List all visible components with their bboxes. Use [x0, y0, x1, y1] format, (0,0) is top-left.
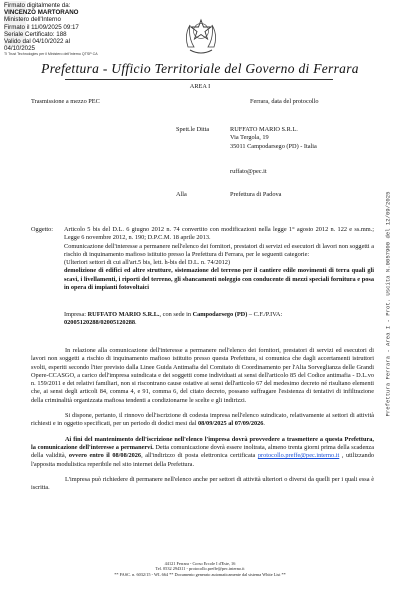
office-title: Prefettura - Ufficio Territoriale del Governo di Ferrara: [41, 61, 359, 76]
signature-line: Ministero dell'Interno: [4, 16, 61, 24]
body-text: , utilizzando l'apposita modulistica reperibile nel sito internet della Prefettura.: [31, 452, 374, 468]
header-divider: [65, 79, 333, 80]
body-text: , all'indirizzo di posta elettronica certificata: [141, 452, 258, 460]
signature-date: Firmato il 11/09/2025 09:17: [4, 23, 79, 31]
subject-label: Oggetto:: [31, 226, 54, 233]
company-city: Campodarsego (PD): [192, 311, 248, 318]
transmission-mode: Trasmissione a mezzo PEC: [31, 98, 100, 105]
signature-validity: Valido dal 04/10/2022 al 04/10/2025: [4, 38, 70, 53]
area-label: AREA I: [189, 83, 211, 90]
deadline-text: ovvero entro il 08/08/2026: [68, 452, 142, 460]
recipient-label: Spett.le Ditta: [176, 126, 210, 133]
recipient-street: Via Tergola, 19: [230, 134, 269, 142]
footer-note: ** FASC. n. 6032/15 - WL 664 ** Documento generato automaticamente dal sistema White List **: [114, 571, 286, 577]
protocol-stamp: Prefettura Ferrara - Area I - Prot. Uscita N.0057900 del 12/09/2025: [384, 191, 392, 417]
company-middle: , con sede in: [159, 311, 193, 318]
cc-value: Prefettura di Padova: [230, 191, 282, 198]
subject-categories: demolizione di edifici ed altre strutture, sistemazione del terreno per il cantiere edile movimenti di terra quali gli scavi, i livellamenti, i riporti del terreno, gli sbancamenti noleggio con conducente di mezzi speciali fornitura e posa in opera di impianti fotovoltaici: [64, 267, 374, 292]
subject-laws: Articolo 5 bis del D.L. 6 giugno 2012 n. 74 convertito con modificazioni nella legge 1° agosto 2012 n. 122 e ss.mm.; Legge 6 novembre 2012, n. 190; D.P.C.M. 18 aprile 2013.: [64, 226, 374, 242]
recipient-pec: ruffato@pec.it: [230, 168, 267, 175]
body-bold-text: Ai fini del mantenimento dell'iscrizione nell'elenco l'impresa dovrà provvedere a trasmettere a questa Prefettura, la comunicazione dell'interesse a permanervi.: [31, 435, 374, 451]
validity-dates: 08/09/2025 al 07/09/2026: [198, 420, 264, 428]
body-paragraph: [31, 412, 374, 429]
company-prefix: Impresa:: [64, 311, 88, 318]
body-paragraph: [31, 436, 374, 469]
pec-email-link[interactable]: protocollo.preffe@pec.interno.it: [257, 452, 340, 460]
recipient-address: [230, 126, 317, 151]
city-date: Ferrara, data del protocollo: [250, 98, 319, 105]
body-text: .: [263, 420, 265, 428]
company-dot: .: [135, 319, 137, 327]
letter-body: [31, 347, 374, 499]
signature-line: Firmato digitalmente da:: [4, 2, 71, 9]
italian-emblem-icon: [184, 17, 218, 57]
company-suffix: – C.F./P.IVA:: [247, 311, 283, 318]
body-paragraph: L'impresa può richiedere di permanere nell'elenco anche per settori di attività ulteriori o diversi da quelli per i quali essa è iscritta.: [31, 475, 374, 492]
recipient-name: RUFFATO MARIO S.R.L.: [230, 126, 298, 133]
subject-description: Comunicazione dell'interesse a permanere nell'elenco dei fornitori, prestatori di servizi ed esecutori di lavori non soggetti a rischio di inquinamento mafioso istituito presso la Prefettura di Ferrara, per le seguenti categorie:: [64, 242, 374, 258]
body-text: Si dispone, pertanto, il rinnovo dell'iscrizione di codesta impresa nell'elenco suindicato, relativamente ai settori di attività richiesti e in oggetto specificati, per un periodo di dodici mesi dal: [31, 412, 374, 428]
body-text: Detta comunicazione dovrà essere inoltrata, almeno trenta giorni prima della scadenza della validità,: [31, 443, 374, 460]
signature-ca: TI Trust Technologies per il Ministero dell'Interno QTSP CA: [4, 52, 98, 57]
page-footer: [0, 561, 400, 577]
digital-signature-stamp: [4, 2, 100, 57]
footer-contacts: Tel. 0532 294311 - protocollo.preffe@pec.interno.it: [155, 566, 245, 572]
cc-label: Alla: [176, 191, 187, 198]
signer-name: VINCENZO MARTORANO: [4, 9, 79, 17]
subject-block: [64, 226, 374, 292]
recipient-city: 35011 Campodarsego (PD) - Italia: [230, 142, 317, 150]
company-line: [64, 311, 374, 328]
company-tax-codes: 02005120288/02005120288: [64, 319, 136, 327]
subject-sectors: (Ulteriori settori di cui all'art.5 bis, lett. h-bis del D.L. n. 74/2012): [64, 259, 231, 267]
company-name: RUFFATO MARIO S.R.L.: [87, 311, 160, 318]
body-paragraph: In relazione alla comunicazione dell'interesse a permanere nell'elenco dei fornitori, prestatori di servizi ed esecutori di lavori non soggetti a rischio di inquinamento mafioso istituito presso questa Prefettura, si comunica che dagli accertamenti istruttori svolti, esperiti secondo l'iter previsto dalla Linee Guida Antimafia del Comitato di Coordinamento per l'Alta Sorveglianza delle Grandi Opere-CCASGO, a carico dell'impresa suindicata e dei soggetti come individuati ai sensi dell'articolo 85 del Codice antimafia - D.L.vo n. 159/2011 e dei relativi familiari, non si riscontrano cause ostative ai sensi dell'articolo 67 del medesimo decreto né risultano elementi che, ai sensi degli articoli 84, comma 4, e 91, comma 6, del citato decreto, possano suffragare l'esistenza di tentativi di infiltrazione della criminalità organizzata mafiosa tendenti a condizionarne le scelte e gli indirizzi.: [31, 347, 374, 404]
footer-address: 44121 Ferrara - Corso Ercole I d'Este, 16: [164, 561, 236, 566]
signature-serial: Seriale Certificato: 188: [4, 30, 67, 38]
